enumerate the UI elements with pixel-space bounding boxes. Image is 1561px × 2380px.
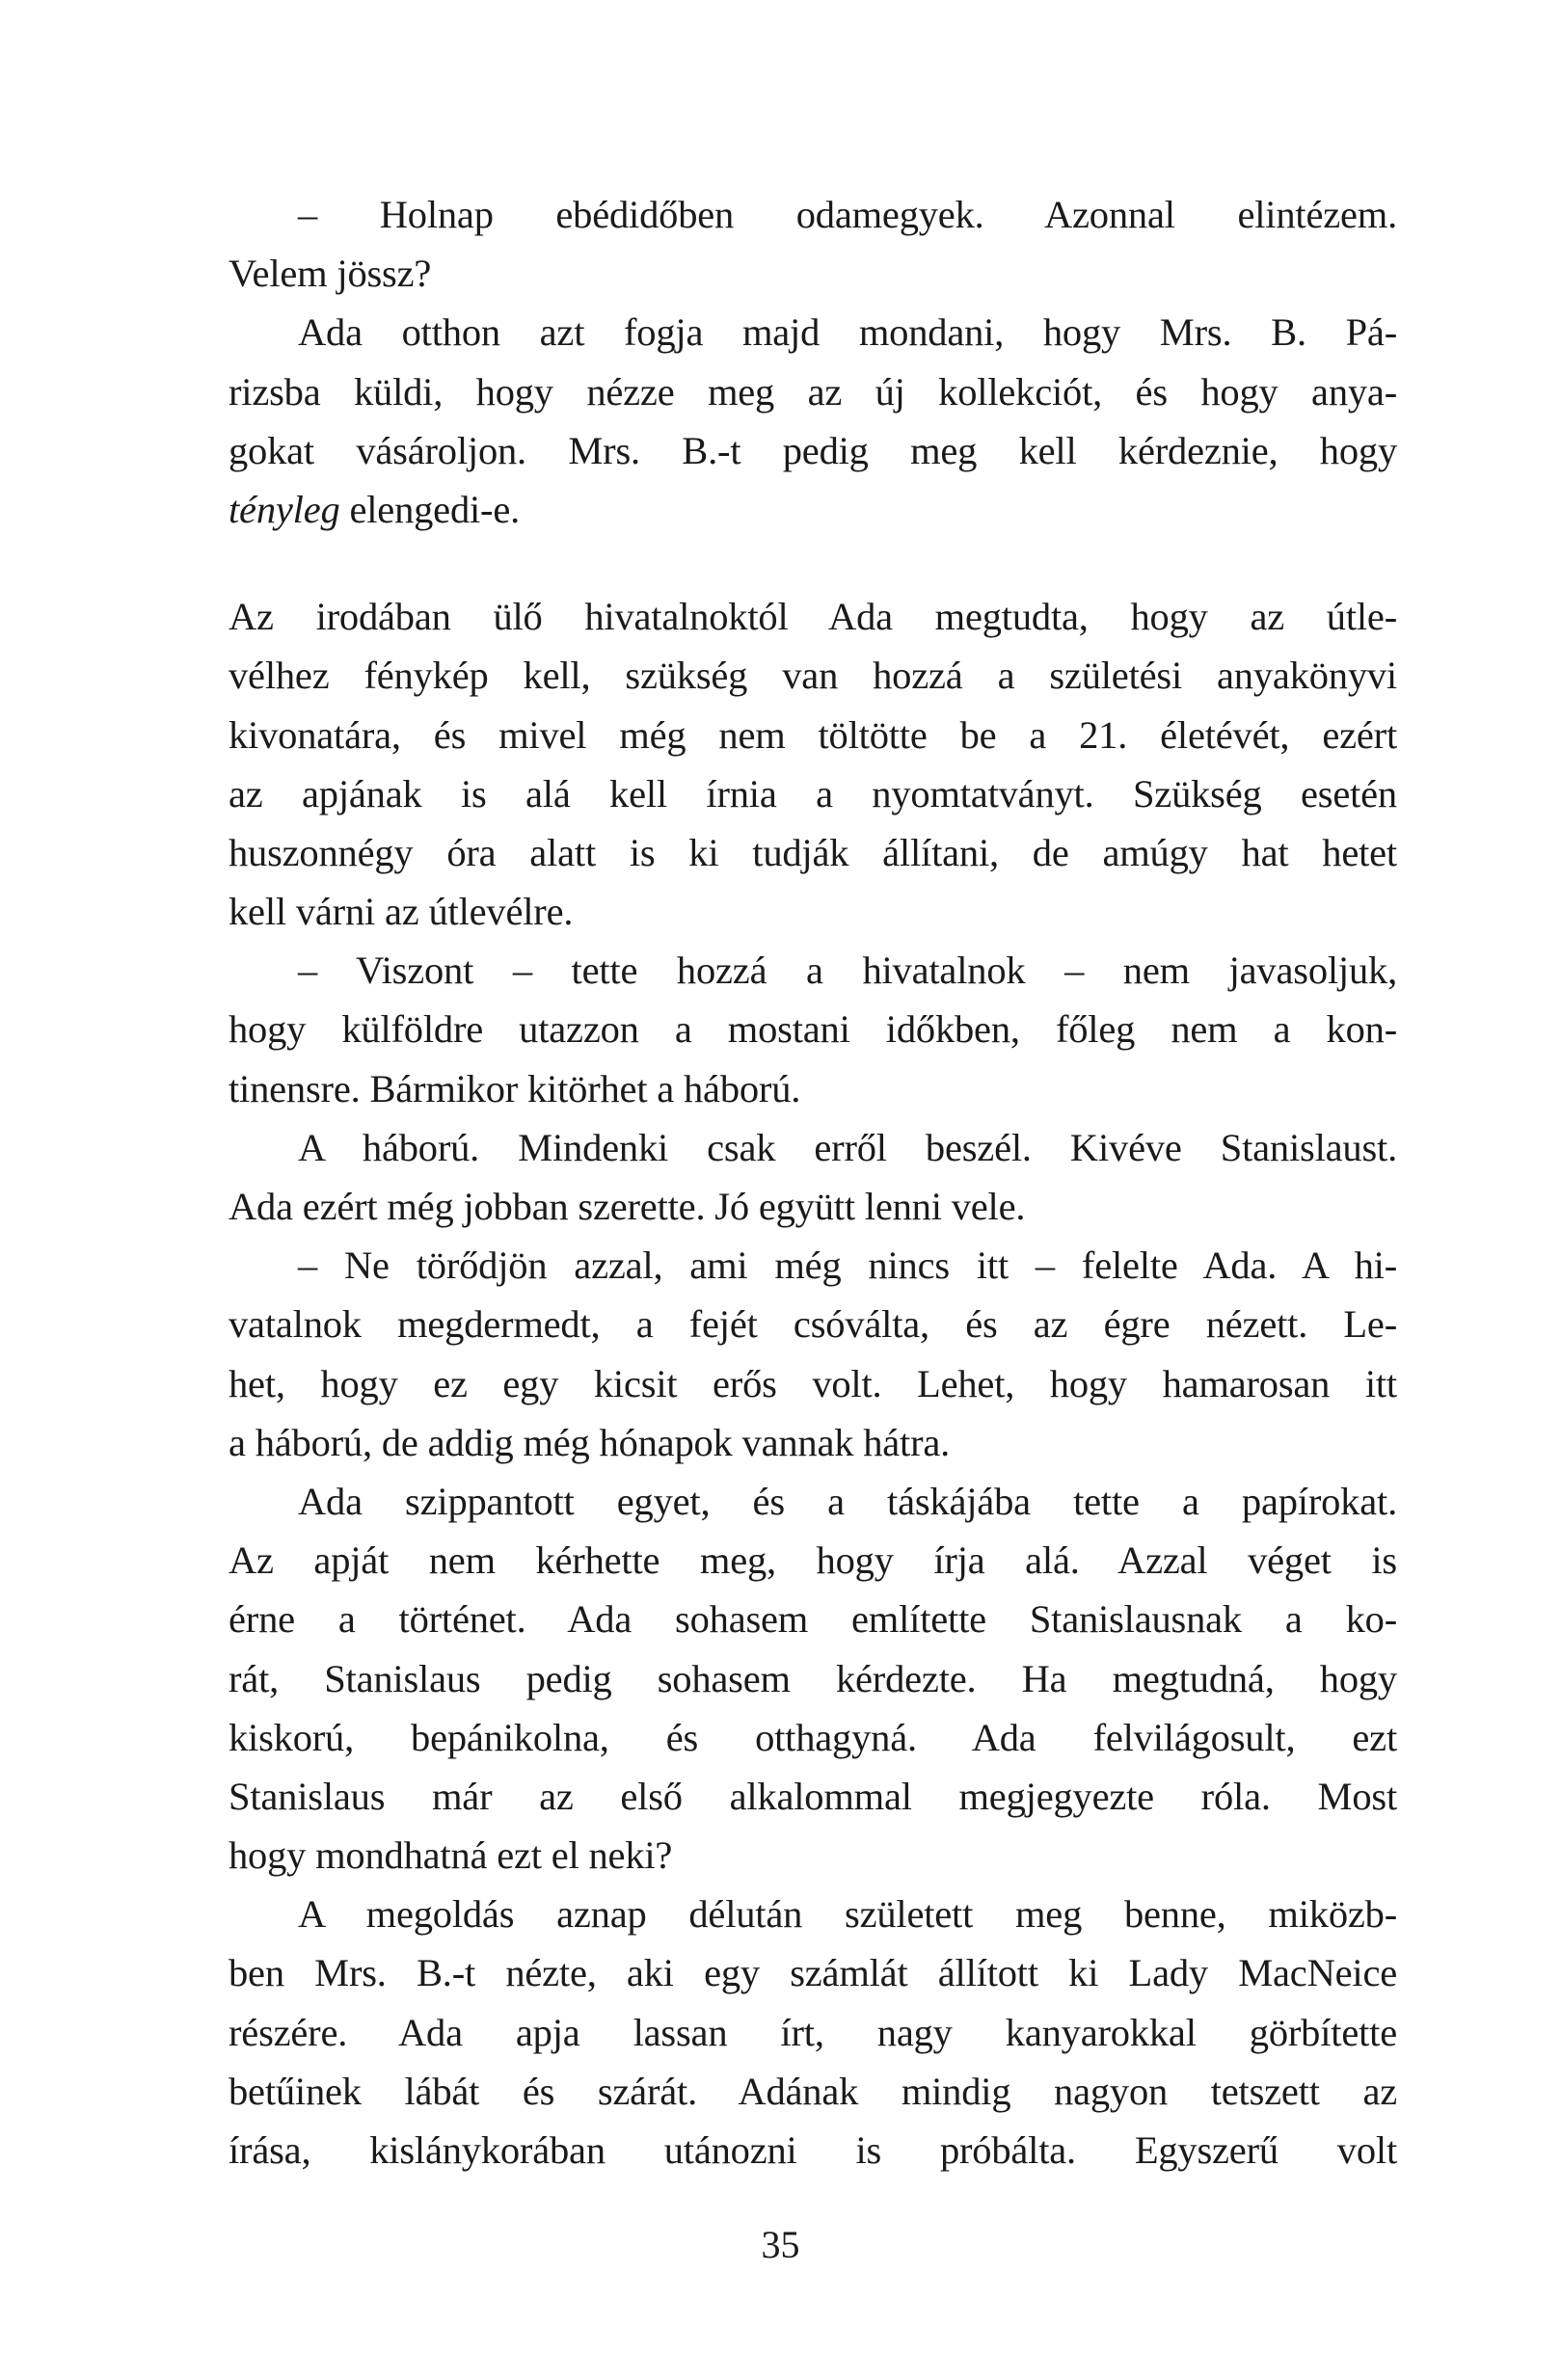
text-line: Velem jössz?	[229, 252, 432, 296]
text-line: het, hogy ez egy kicsit erős volt. Lehet, hogy hamarosan itt	[229, 1361, 1397, 1405]
paragraph-1	[229, 185, 1397, 303]
text-line: Az irodában ülő hivatalnoktól Ada megtudta, hogy az útle-	[229, 595, 1397, 639]
text-line: Ada otthon azt fogja majd mondani, hogy Mrs. B. Pá-	[298, 310, 1397, 355]
text-line: vélhez fénykép kell, szükség van hozzá a születési anyakönyvi	[229, 654, 1397, 698]
text-line: – Viszont – tette hozzá a hivatalnok – nem javasoljuk,	[298, 949, 1397, 993]
paragraph-7	[229, 1472, 1397, 1885]
text-line: kell várni az útlevélre.	[229, 890, 574, 934]
paragraph-5	[229, 1118, 1397, 1236]
text-line: az apjának is alá kell írnia a nyomtatványt. Szükség esetén	[229, 771, 1397, 816]
text-line: betűinek lábát és szárát. Adának mindig nagyon tetszett az	[229, 2069, 1397, 2113]
text-line: rizsba küldi, hogy nézze meg az új kollekciót, és hogy anya-	[229, 369, 1397, 414]
paragraph-4	[229, 941, 1397, 1118]
text-line: Az apját nem kérhette meg, hogy írja alá. Azzal véget is	[229, 1538, 1397, 1583]
text-line: A megoldás aznap délután született meg benne, miközb-	[298, 1892, 1397, 1937]
text-line: A háború. Mindenki csak erről beszél. Kivéve Stanislaust.	[298, 1125, 1397, 1169]
text-line: – Holnap ebédidőben odamegyek. Azonnal elintézem.	[298, 193, 1397, 236]
text-line: – Ne törődjön azzal, ami még nincs itt – felelte Ada. A hi-	[298, 1243, 1397, 1288]
text-line	[229, 480, 1397, 539]
text-line: rát, Stanislaus pedig sohasem kérdezte. Ha megtudná, hogy	[229, 1656, 1397, 1700]
text-span: elengedi-e.	[339, 487, 521, 531]
text-line: Stanislaus már az első alkalommal megjegyezte róla. Most	[229, 1774, 1397, 1818]
paragraph-2	[229, 303, 1397, 539]
italic-word: tényleg	[229, 487, 340, 531]
text-line: Ada ezért még jobban szerette. Jó együtt lenni vele.	[229, 1185, 1026, 1228]
page-body	[229, 185, 1397, 2179]
text-line: hogy mondhatná ezt el neki?	[229, 1833, 673, 1878]
paragraph-8	[229, 1885, 1397, 2179]
text-line: huszonnégy óra alatt is ki tudják állítani, de amúgy hat hetet	[229, 830, 1397, 874]
text-line: kivonatára, és mivel még nem töltötte be a 21. életévét, ezért	[229, 712, 1397, 757]
text-line: kiskorú, bepánikolna, és otthagyná. Ada felvilágosult, ezt	[229, 1715, 1397, 1759]
text-line: érne a történet. Ada sohasem említette Stanislausnak a ko-	[229, 1597, 1397, 1642]
text-line: a háború, de addig még hónapok vannak hátra.	[229, 1420, 951, 1464]
text-line: vatalnok megdermedt, a fejét csóválta, és az égre nézett. Le-	[229, 1302, 1397, 1347]
text-line: írása, kislánykorában utánozni is próbálta. Egyszerű volt	[229, 2128, 1397, 2172]
page-number: 35	[761, 2223, 800, 2266]
section-break	[229, 539, 1397, 587]
paragraph-6	[229, 1236, 1397, 1472]
text-line: tinensre. Bármikor kitörhet a háború.	[229, 1066, 801, 1110]
text-line: gokat vásároljon. Mrs. B.-t pedig meg kell kérdeznie, hogy	[229, 428, 1397, 472]
paragraph-3	[229, 587, 1397, 941]
text-line: ben Mrs. B.-t nézte, aki egy számlát állított ki Lady MacNeice	[229, 1951, 1397, 1995]
text-line: részére. Ada apja lassan írt, nagy kanyarokkal görbítette	[229, 2010, 1397, 2054]
text-line: Ada szippantott egyet, és a táskájába tette a papírokat.	[298, 1479, 1397, 1523]
text-line: hogy külföldre utazzon a mostani időkben, főleg nem a kon-	[229, 1007, 1397, 1052]
